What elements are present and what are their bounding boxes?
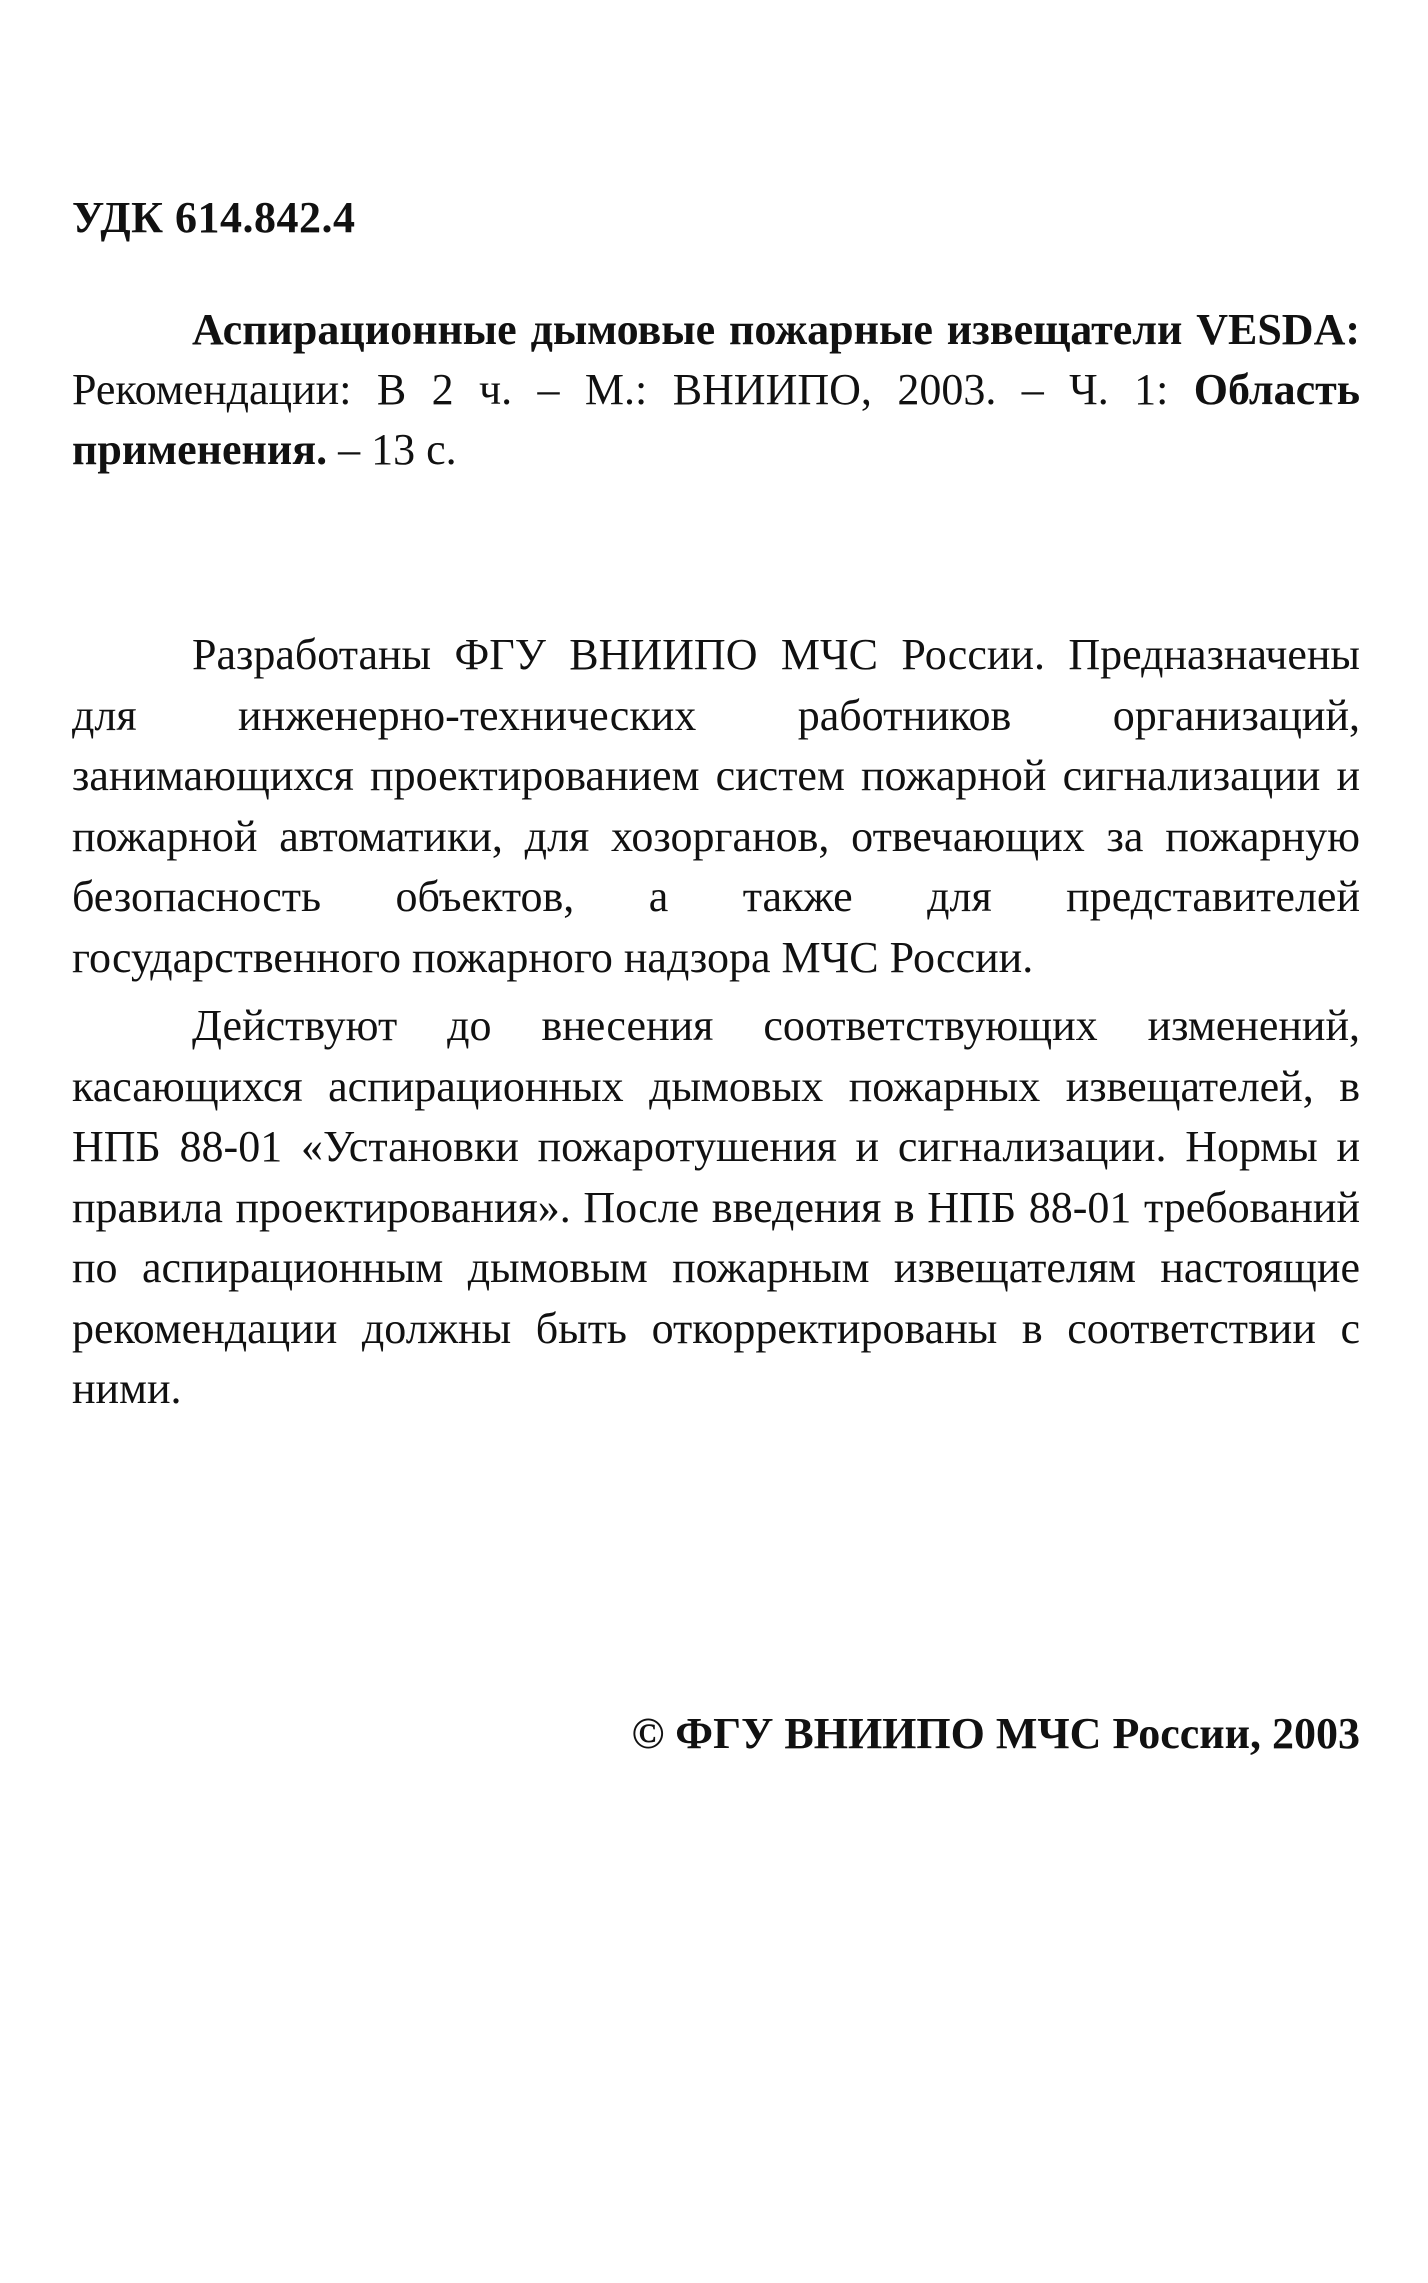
- bibliographic-record: [72, 300, 1360, 480]
- bibliographic-details: Рекомендации: В 2 ч. – М.: ВНИИПО, 2003. – Ч. 1:: [72, 365, 1194, 414]
- udk-code: УДК 614.842.4: [72, 193, 356, 242]
- bibliographic-part-title: Область применения.: [72, 365, 1360, 474]
- copyright-line: © ФГУ ВНИИПО МЧС России, 2003: [631, 1709, 1360, 1758]
- annotation: [72, 625, 1360, 1420]
- document-page: [72, 0, 1360, 2283]
- annotation-paragraph-developers: Разработаны ФГУ ВНИИПО МЧС России. Предназначены для инженерно-технических работников организаций, занимающихся проектированием систем пожарной сигнализации и пожарной автоматики, для хозорганов, отвечающих за пожарную безопасность объектов, а также для представителей государственного пожарного надзора МЧС России.: [72, 630, 1360, 982]
- bibliographic-title: Аспирационные дымовые пожарные извещатели VESDA:: [192, 305, 1360, 354]
- annotation-paragraph-validity: Действуют до внесения соответствующих изменений, касающихся аспирационных дымовых пожарных извещателей, в НПБ 88-01 «Установки пожаротушения и сигнализации. Нормы и правила проектирования». После введения в НПБ 88-01 требований по аспирационным дымовым пожарным извещателям настоящие рекомендации должны быть откорректированы в соответствии с ними.: [72, 1001, 1360, 1413]
- bibliographic-pages: – 13 с.: [327, 425, 457, 474]
